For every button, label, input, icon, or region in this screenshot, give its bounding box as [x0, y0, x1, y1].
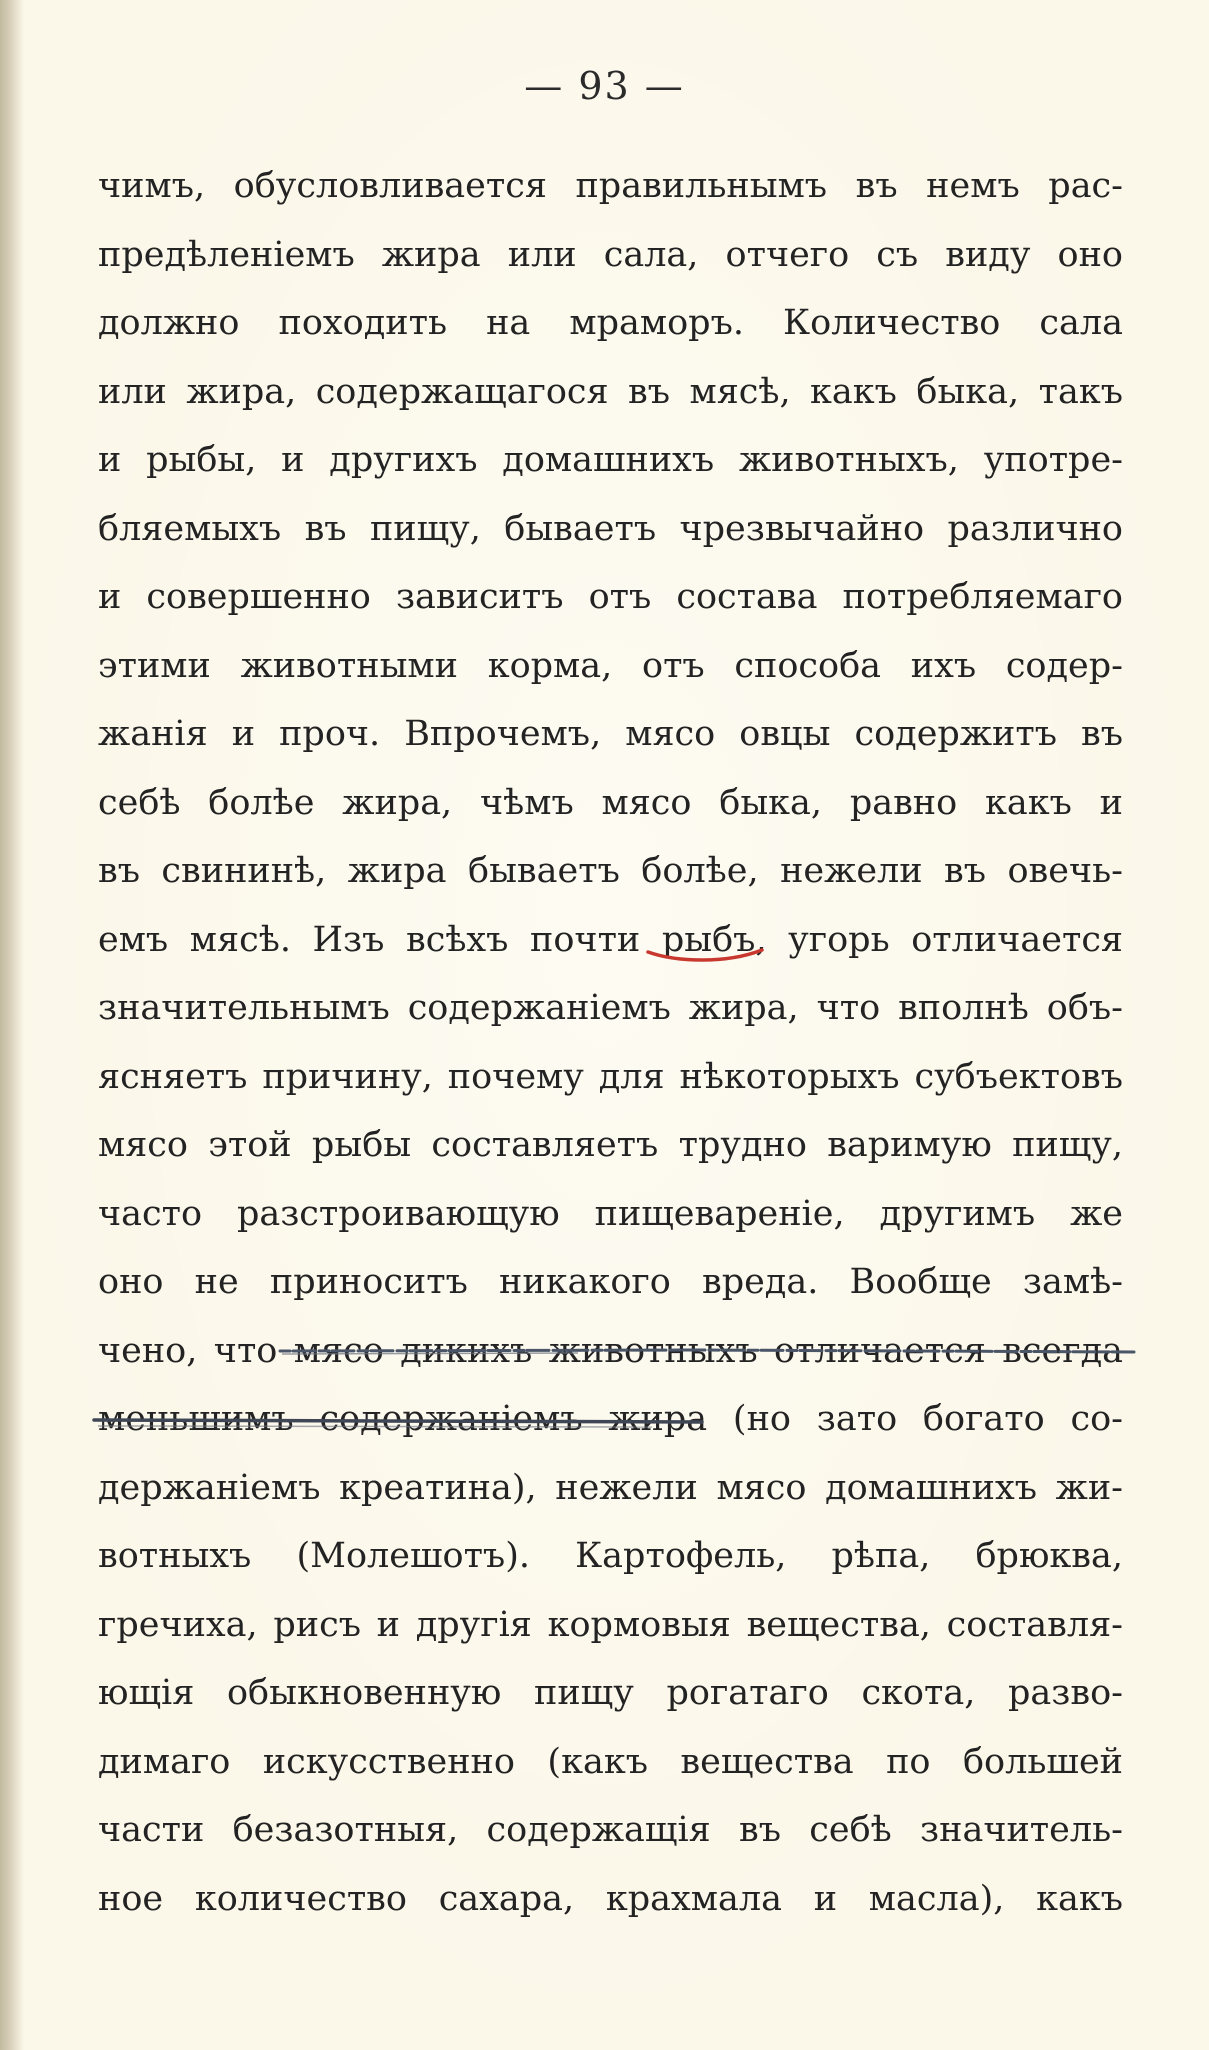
text-line-5: и рыбы, и другихъ домашнихъ животныхъ, употре- [98, 440, 1123, 480]
text-line-3: должно походить на мраморъ. Количество сала [98, 303, 1123, 343]
text-line-11: въ свининѣ, жира бываетъ болѣе, нежели въ овечь- [98, 851, 1123, 891]
text-line-1: чимъ, обусловливается правильнымъ въ немъ рас- [98, 166, 1123, 206]
text-line-17: оно не приноситъ никакого вреда. Вообще замѣ- [98, 1262, 1123, 1302]
text-line-21: вотныхъ (Молешотъ). Картофель, рѣпа, брюква, [98, 1536, 1123, 1576]
text-line-26: ное количество сахара, крахмала и масла), какъ [98, 1878, 1123, 1919]
text-line-6: бляемыхъ въ пищу, бываетъ чрезвычайно различно [98, 508, 1123, 549]
text-line-2: предѣленіемъ жира или сала, отчего съ виду оно [98, 234, 1123, 275]
text-line-13: значительнымъ содержаніемъ жира, что вполнѣ объ- [98, 988, 1123, 1028]
text-line-4: или жира, содержащагося въ мясѣ, какъ быка, такъ [98, 371, 1123, 412]
body-text [98, 152, 1123, 1933]
text-line-12: емъ мясѣ. Изъ всѣхъ почти рыбъ, угорь отличается [98, 919, 1123, 960]
text-line-19: меньшимъ содержаніемъ жира (но зато богато со- [98, 1399, 1123, 1439]
text-line-16: часто разстроивающую пищевареніе, другимъ же [98, 1193, 1123, 1234]
text-line-10: себѣ болѣе жира, чѣмъ мясо быка, равно какъ и [98, 782, 1123, 823]
text-line-25: части безазотныя, содержащія въ себѣ значитель- [98, 1810, 1123, 1850]
text-line-22: гречиха, рисъ и другія кормовыя вещества, составля- [98, 1604, 1123, 1645]
text-line-14: ясняетъ причину, почему для нѣкоторыхъ субъектовъ [98, 1056, 1123, 1097]
text-line-24: димаго искусственно (какъ вещества по большей [98, 1741, 1123, 1782]
page-number: — 93 — [524, 64, 685, 108]
text-line-9: жанія и проч. Впрочемъ, мясо овцы содержитъ въ [98, 714, 1123, 754]
text-line-8: этими животными корма, отъ способа ихъ содер- [98, 645, 1123, 686]
text-line-18: чено, что мясо дикихъ животныхъ отличается всегда [98, 1330, 1123, 1371]
page-edge-shadow [0, 0, 24, 2050]
text-line-23: ющія обыкновенную пищу рогатаго скота, разво- [98, 1673, 1123, 1713]
text-line-20: держаніемъ креатина), нежели мясо домашнихъ жи- [98, 1467, 1123, 1508]
text-line-15: мясо этой рыбы составляетъ трудно варимую пищу, [98, 1125, 1123, 1165]
text-line-7: и совершенно зависитъ отъ состава потребляемаго [98, 577, 1123, 617]
